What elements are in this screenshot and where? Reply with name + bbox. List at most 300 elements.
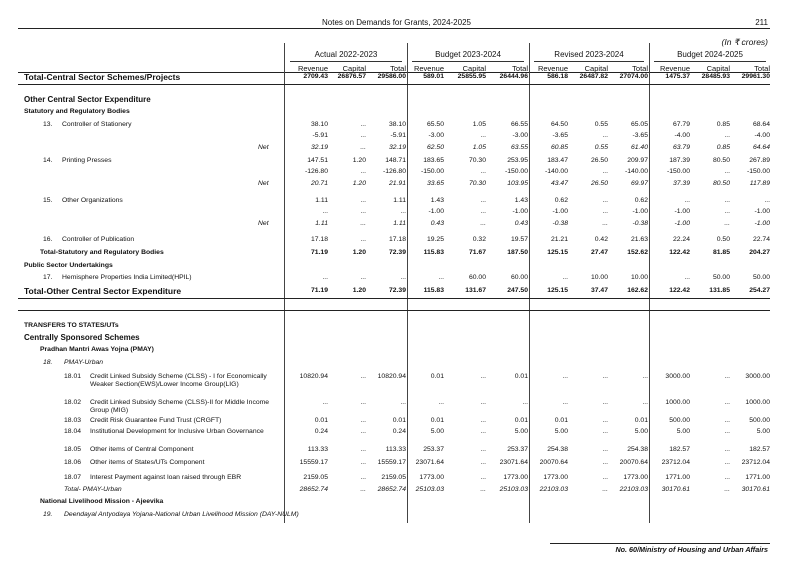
cell-value: ... (360, 373, 366, 380)
table-row (0, 249, 800, 259)
cell-value: 147.51 (307, 157, 328, 164)
cell-value: ... (602, 220, 608, 227)
cell-value: 500.00 (669, 417, 690, 424)
row-number: 18.02 (64, 399, 82, 406)
cell-value: -1.00 (674, 220, 690, 227)
table-row (0, 274, 800, 284)
cell-value: 267.89 (749, 157, 770, 164)
cell-value: 29961.30 (741, 73, 770, 80)
cell-value: 10.00 (590, 274, 608, 281)
section-heading: Other Central Sector Expenditure (24, 95, 151, 104)
cell-value: 1771.00 (665, 474, 690, 481)
cell-value: 26.50 (590, 180, 608, 187)
cell-value: 103.95 (507, 180, 528, 187)
row-label: Printing Presses (62, 157, 112, 164)
cell-value: ... (438, 399, 444, 406)
cell-value: -1.00 (754, 220, 770, 227)
cell-value: 23712.04 (661, 459, 690, 466)
cell-value: 148.71 (385, 157, 406, 164)
cell-value: 187.39 (669, 157, 690, 164)
cell-value: -126.80 (304, 168, 328, 175)
column-group-rule (534, 61, 644, 62)
cell-value: ... (602, 132, 608, 139)
table-row (0, 474, 800, 484)
cell-value: ... (724, 428, 730, 435)
cell-value: 26444.96 (499, 73, 528, 80)
cell-value: 38.10 (310, 121, 328, 128)
cell-value: ... (522, 399, 528, 406)
cell-value: 1.43 (430, 197, 444, 204)
cell-value: ... (480, 459, 486, 466)
table-row (0, 399, 800, 414)
cell-value: 500.00 (749, 417, 770, 424)
cell-value: 5.00 (676, 428, 690, 435)
cell-value: 1.05 (472, 144, 486, 151)
column-subheader: Capital (342, 64, 366, 73)
row-label: Credit Linked Subsidy Scheme (CLSS) - I for Economically Weaker Section(EWS)/Lower Income Group(LIG) (90, 373, 267, 388)
column-subheader: Capital (462, 64, 486, 73)
cell-value: 80.50 (712, 157, 730, 164)
cell-value: 65.50 (426, 121, 444, 128)
net-label: Net (258, 180, 269, 187)
cell-value: ... (642, 373, 648, 380)
row-number: 18.05 (64, 446, 82, 453)
cell-value: -3.65 (552, 132, 568, 139)
cell-value: 115.83 (423, 287, 444, 294)
cell-value: 25855.95 (457, 73, 486, 80)
cell-value: -5.91 (390, 132, 406, 139)
table-row (0, 236, 800, 246)
row-label: Deendayal Antyodaya Yojana-National Urban Livelihood Mission (DAY-NULM) (64, 511, 299, 518)
table-row (0, 73, 800, 83)
cell-value: 67.79 (672, 121, 690, 128)
column-group-header: Budget 2024-2025 (677, 50, 743, 59)
row-label: Other items of Central Component (90, 446, 194, 453)
cell-value: ... (400, 274, 406, 281)
cell-value: 1771.00 (745, 474, 770, 481)
row-label: Controller of Stationery (62, 121, 132, 128)
cell-value: ... (480, 428, 486, 435)
cell-value: 21.63 (630, 236, 648, 243)
table-row (0, 428, 800, 438)
cell-value: 71.19 (310, 249, 328, 256)
net-label: Net (258, 144, 269, 151)
cell-value: 0.01 (514, 373, 528, 380)
cell-value: ... (360, 132, 366, 139)
column-subheader: Total (390, 64, 406, 73)
table-row (0, 287, 800, 297)
cell-value: ... (480, 373, 486, 380)
cell-value: ... (360, 121, 366, 128)
column-group-header: Actual 2022-2023 (314, 50, 378, 59)
cell-value: 131.85 (709, 287, 730, 294)
cell-value: 33.65 (426, 180, 444, 187)
table-row (0, 511, 800, 521)
column-subheader: Revenue (297, 64, 328, 73)
cell-value: ... (360, 486, 366, 493)
cell-value: -3.00 (428, 132, 444, 139)
cell-value: ... (360, 474, 366, 481)
cell-value: 162.62 (627, 287, 648, 294)
row-number: 13. (43, 121, 53, 128)
column-subheader: Total (754, 64, 770, 73)
cell-value: 254.38 (547, 446, 568, 453)
cell-value: 1.11 (393, 220, 406, 227)
cell-value: 71.67 (468, 249, 486, 256)
cell-value: 23712.04 (741, 459, 770, 466)
cell-value: 117.89 (749, 180, 770, 187)
cell-value: ... (562, 373, 568, 380)
table-row (0, 322, 800, 332)
document-title: Notes on Demands for Grants, 2024-2025 (322, 18, 471, 27)
cell-value: 113.33 (385, 446, 406, 453)
cell-value: ... (724, 132, 730, 139)
cell-value: 19.57 (510, 236, 528, 243)
cell-value: 69.97 (630, 180, 648, 187)
table-row (0, 446, 800, 456)
cell-value: -1.00 (552, 208, 568, 215)
table-row (0, 459, 800, 469)
cell-value: 125.15 (547, 287, 568, 294)
cell-value: 15559.17 (299, 459, 328, 466)
cell-value: 1475.37 (665, 73, 690, 80)
cell-value: 25103.03 (499, 486, 528, 493)
cell-value: ... (360, 417, 366, 424)
cell-value: ... (400, 208, 406, 215)
cell-value: ... (480, 168, 486, 175)
cell-value: ... (480, 446, 486, 453)
cell-value: 0.01 (634, 417, 648, 424)
cell-value: 72.39 (388, 287, 406, 294)
cell-value: ... (562, 399, 568, 406)
cell-value: 22.24 (672, 236, 690, 243)
cell-value: ... (360, 197, 366, 204)
cell-value: ... (724, 474, 730, 481)
section-heading: TRANSFERS TO STATES/UTs (24, 322, 119, 329)
cell-value: 27074.00 (619, 73, 648, 80)
table-row (0, 498, 800, 508)
section-heading: Centrally Sponsored Schemes (24, 333, 140, 342)
row-number: 18.06 (64, 459, 82, 466)
row-label: Total-Statutory and Regulatory Bodies (40, 249, 164, 256)
cell-value: 22103.03 (539, 486, 568, 493)
cell-value: ... (360, 144, 366, 151)
row-label: Interest Payment against loan raised through EBR (90, 474, 242, 481)
cell-value: 131.67 (465, 287, 486, 294)
cell-value: -1.00 (632, 208, 648, 215)
cell-value: 10820.94 (299, 373, 328, 380)
cell-value: 80.50 (712, 180, 730, 187)
column-subheader: Total (632, 64, 648, 73)
cell-value: 19.25 (426, 236, 444, 243)
cell-value: 0.01 (554, 417, 568, 424)
cell-value: ... (360, 208, 366, 215)
table-row (0, 486, 800, 496)
cell-value: ... (322, 274, 328, 281)
cell-value: ... (724, 459, 730, 466)
table-row (0, 144, 800, 154)
row-label: Total-Other Central Sector Expenditure (24, 286, 182, 296)
row-number: 18.03 (64, 417, 82, 424)
cell-value: ... (480, 486, 486, 493)
cell-value: 0.01 (430, 373, 444, 380)
cell-value: 187.50 (507, 249, 528, 256)
row-number: 18.04 (64, 428, 82, 435)
cell-value: ... (602, 373, 608, 380)
cell-value: 62.50 (426, 144, 444, 151)
row-label: Other Organizations (62, 197, 123, 204)
cell-value: ... (360, 428, 366, 435)
cell-value: 0.01 (314, 417, 328, 424)
cell-value: -150.00 (746, 168, 770, 175)
row-label: Controller of Publication (62, 236, 135, 243)
cell-value: 1000.00 (665, 399, 690, 406)
cell-value: 60.00 (468, 274, 486, 281)
cell-value: ... (602, 208, 608, 215)
cell-value: 0.42 (594, 236, 608, 243)
cell-value: 66.55 (510, 121, 528, 128)
footer-ministry: No. 60/Ministry of Housing and Urban Affairs (615, 545, 768, 554)
cell-value: ... (480, 132, 486, 139)
cell-value: -5.91 (312, 132, 328, 139)
cell-value: 1.20 (352, 249, 366, 256)
cell-value: 2709.43 (303, 73, 328, 80)
cell-value: 28652.74 (299, 486, 328, 493)
cell-value: 1773.00 (623, 474, 648, 481)
section-heading: Pradhan Mantri Awas Yojna (PMAY) (40, 346, 154, 353)
row-label: Other items of States/UTs Component (90, 459, 205, 466)
footer-rule (550, 543, 770, 544)
cell-value: 61.40 (630, 144, 648, 151)
cell-value: 15559.17 (377, 459, 406, 466)
column-subheader: Revenue (659, 64, 690, 73)
row-label: PMAY-Urban (64, 359, 104, 366)
table-row (0, 262, 800, 272)
cell-value: ... (724, 399, 730, 406)
cell-value: 20070.64 (619, 459, 648, 466)
cell-value: 70.30 (468, 180, 486, 187)
cell-value: 71.19 (310, 287, 328, 294)
cell-value: 5.00 (430, 428, 444, 435)
cell-value: 30170.61 (741, 486, 770, 493)
page-number: 211 (755, 18, 768, 27)
cell-value: -0.38 (552, 220, 568, 227)
table-row (0, 208, 800, 218)
cell-value: 0.55 (594, 144, 608, 151)
row-number: 18.07 (64, 474, 82, 481)
rule-under-total (18, 84, 770, 85)
cell-value: 32.19 (310, 144, 328, 151)
cell-value: 22.74 (752, 236, 770, 243)
cell-value: 254.27 (749, 287, 770, 294)
cell-value: 5.00 (634, 428, 648, 435)
cell-value: 1.20 (352, 287, 366, 294)
cell-value: 3000.00 (745, 373, 770, 380)
column-group-rule (290, 61, 402, 62)
cell-value: 17.18 (310, 236, 328, 243)
cell-value: 247.50 (507, 287, 528, 294)
row-number: 15. (43, 197, 53, 204)
cell-value: 26.50 (590, 157, 608, 164)
row-label: Credit Risk Guarantee Fund Trust (CRGFT) (90, 417, 222, 424)
cell-value: 0.85 (716, 121, 730, 128)
table-row (0, 96, 800, 106)
cell-value: -140.00 (544, 168, 568, 175)
header-rule (18, 28, 770, 29)
cell-value: ... (724, 417, 730, 424)
table-row (0, 157, 800, 167)
cell-value: 253.37 (507, 446, 528, 453)
cell-value: 17.18 (388, 236, 406, 243)
cell-value: ... (480, 208, 486, 215)
column-group-header: Budget 2023-2024 (435, 50, 501, 59)
table-row (0, 121, 800, 131)
column-group-header: Revised 2023-2024 (554, 50, 624, 59)
row-label: Institutional Development for Inclusive Urban Governance (90, 428, 264, 435)
column-subheader: Capital (584, 64, 608, 73)
cell-value: -126.80 (382, 168, 406, 175)
table-row (0, 417, 800, 427)
cell-value: 1.11 (315, 197, 328, 204)
row-number: 18.01 (64, 373, 82, 380)
rule-section-break (18, 310, 770, 311)
cell-value: ... (360, 399, 366, 406)
cell-value: 81.85 (712, 249, 730, 256)
cell-value: 0.24 (314, 428, 328, 435)
row-label: Total-Central Sector Schemes/Projects (24, 72, 181, 82)
cell-value: ... (724, 446, 730, 453)
cell-value: ... (602, 399, 608, 406)
cell-value: ... (480, 417, 486, 424)
cell-value: ... (724, 208, 730, 215)
section-heading: Statutory and Regulatory Bodies (24, 108, 130, 115)
cell-value: 0.62 (634, 197, 648, 204)
cell-value: 50.00 (712, 274, 730, 281)
cell-value: ... (684, 197, 690, 204)
cell-value: 183.47 (547, 157, 568, 164)
cell-value: 0.85 (716, 144, 730, 151)
cell-value: 122.42 (669, 287, 690, 294)
cell-value: 209.97 (627, 157, 648, 164)
cell-value: 1773.00 (419, 474, 444, 481)
section-heading: Public Sector Undertakings (24, 262, 113, 269)
cell-value: ... (724, 486, 730, 493)
cell-value: 0.01 (392, 417, 406, 424)
cell-value: ... (562, 274, 568, 281)
cell-value: 1.20 (352, 157, 366, 164)
cell-value: 26487.82 (579, 73, 608, 80)
cell-value: -0.38 (632, 220, 648, 227)
cell-value: ... (642, 399, 648, 406)
column-group-rule (654, 61, 766, 62)
section-heading: National Livelihood Mission - Ajeevika (40, 498, 164, 505)
cell-value: 152.62 (627, 249, 648, 256)
cell-value: 1.20 (352, 180, 366, 187)
cell-value: 32.19 (388, 144, 406, 151)
column-group-rule (412, 61, 524, 62)
cell-value: 23071.64 (415, 459, 444, 466)
cell-value: ... (602, 428, 608, 435)
table-row (0, 180, 800, 190)
cell-value: 38.10 (388, 121, 406, 128)
cell-value: 72.39 (388, 249, 406, 256)
cell-value: 253.37 (423, 446, 444, 453)
cell-value: 589.01 (423, 73, 444, 80)
cell-value: -150.00 (420, 168, 444, 175)
cell-value: 0.50 (716, 236, 730, 243)
table-row (0, 373, 800, 388)
column-subheader: Revenue (413, 64, 444, 73)
cell-value: 25103.03 (415, 486, 444, 493)
cell-value: ... (360, 220, 366, 227)
cell-value: ... (480, 197, 486, 204)
cell-value: 20.71 (310, 180, 328, 187)
cell-value: ... (480, 399, 486, 406)
column-subheader: Revenue (537, 64, 568, 73)
cell-value: 21.91 (388, 180, 406, 187)
cell-value: 586.18 (547, 73, 568, 80)
cell-value: 0.62 (554, 197, 568, 204)
cell-value: 50.00 (752, 274, 770, 281)
cell-value: 64.64 (752, 144, 770, 151)
cell-value: 0.01 (514, 417, 528, 424)
cell-value: ... (724, 220, 730, 227)
cell-value: ... (764, 197, 770, 204)
cell-value: 113.33 (307, 446, 328, 453)
cell-value: ... (724, 373, 730, 380)
cell-value: 26876.57 (337, 73, 366, 80)
cell-value: ... (360, 236, 366, 243)
cell-value: ... (602, 446, 608, 453)
table-row (0, 359, 800, 369)
cell-value: ... (360, 274, 366, 281)
cell-value: ... (684, 274, 690, 281)
units-label: (In ₹ crores) (721, 37, 768, 47)
cell-value: 2159.05 (303, 474, 328, 481)
cell-value: 3000.00 (665, 373, 690, 380)
cell-value: 122.42 (669, 249, 690, 256)
cell-value: -1.00 (754, 208, 770, 215)
cell-value: -1.00 (512, 208, 528, 215)
cell-value: -3.00 (512, 132, 528, 139)
cell-value: ... (724, 168, 730, 175)
cell-value: 0.43 (430, 220, 444, 227)
cell-value: ... (602, 486, 608, 493)
cell-value: 1.11 (393, 197, 406, 204)
cell-value: 10820.94 (377, 373, 406, 380)
cell-value: 1773.00 (503, 474, 528, 481)
cell-value: 1000.00 (745, 399, 770, 406)
cell-value: 30170.61 (661, 486, 690, 493)
cell-value: 22103.03 (619, 486, 648, 493)
cell-value: 5.00 (756, 428, 770, 435)
column-subheader: Total (512, 64, 528, 73)
cell-value: 2159.05 (381, 474, 406, 481)
cell-value: -4.00 (754, 132, 770, 139)
cell-value: 37.39 (672, 180, 690, 187)
cell-value: ... (438, 274, 444, 281)
table-row (0, 168, 800, 178)
cell-value: 70.30 (468, 157, 486, 164)
cell-value: 253.95 (507, 157, 528, 164)
cell-value: 23071.64 (499, 459, 528, 466)
cell-value: 10.00 (630, 274, 648, 281)
cell-value: ... (480, 220, 486, 227)
cell-value: 63.79 (672, 144, 690, 151)
cell-value: ... (602, 197, 608, 204)
cell-value: 0.24 (392, 428, 406, 435)
row-number: 16. (43, 236, 53, 243)
